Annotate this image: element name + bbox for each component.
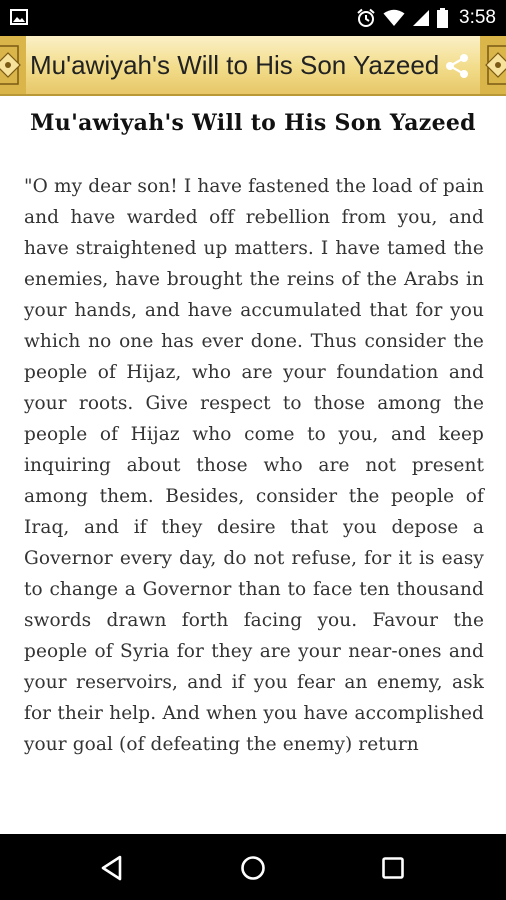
status-bar — [0, 0, 506, 36]
app-bar — [0, 36, 506, 96]
article-body: "O my dear son! I have fastened the load of pain and have warded off rebellion from you, and have straightened up matters. I have tamed the enemies, have brought the reins of the Arabs in your hands, and have accumulated that for you which no one has ever done. Thus consider the people of Hijaz, who are your foundation and your roots. Give respect to those among the people of Hijaz who come to you, and keep inquiring about those who are not present among them. Besides, consider the people of Iraq, and if they desire that you depose a Governor every day, do not refuse, for it is easy to change a Governor than to face ten thousand swords drawn forth facing you. Favour the people of Syria for they are your near-ones and your reservoirs, and if you fear an enemy, ask for their help. And when you have accomplished your goal (of defeating the enemy) return — [24, 176, 484, 755]
ornament-left-icon — [0, 36, 26, 94]
app-title: Mu'awiyah's Will to His Son Yazeed — [30, 50, 440, 80]
home-button[interactable] — [233, 848, 273, 888]
signal-icon — [412, 9, 430, 27]
status-time: 3:58 — [459, 7, 496, 28]
share-icon[interactable] — [442, 51, 472, 81]
back-icon — [92, 848, 132, 888]
recents-icon — [373, 848, 413, 888]
back-button[interactable] — [92, 848, 132, 888]
gallery-icon — [10, 9, 28, 25]
article-scroll-area[interactable] — [0, 96, 506, 834]
ornament-right-icon — [480, 36, 506, 94]
wifi-icon — [383, 9, 405, 27]
recents-button[interactable] — [373, 848, 413, 888]
article-title: Mu'awiyah's Will to His Son Yazeed — [30, 110, 476, 136]
battery-icon — [437, 8, 448, 28]
home-icon — [233, 848, 273, 888]
alarm-icon — [356, 8, 376, 28]
navigation-bar — [0, 834, 506, 900]
